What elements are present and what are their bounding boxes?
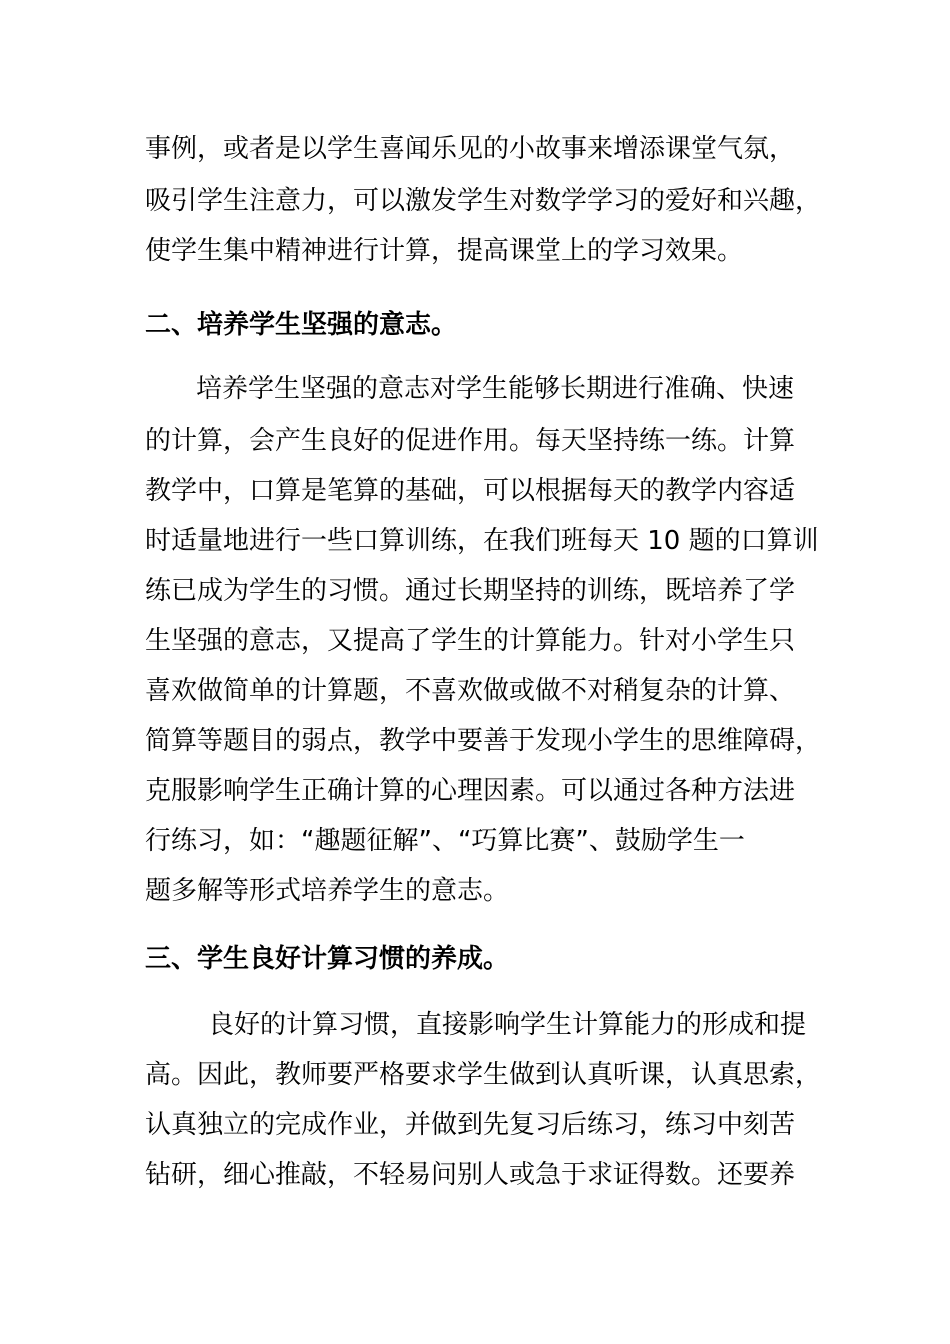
paragraph-2-line-3: 教学中，口算是笔算的基础，可以根据每天的教学内容适: [145, 476, 796, 506]
paragraph-3-line-2: 高。因此，教师要严格要求学生做到认真听课，认真思索，: [145, 1060, 822, 1090]
paragraph-2-line-6: 生坚强的意志，又提高了学生的计算能力。针对小学生只: [145, 626, 796, 656]
paragraph-1-line-3: 使学生集中精神进行计算，提高课堂上的学习效果。: [145, 236, 744, 266]
paragraph-3-line-1: 良好的计算习惯，直接影响学生计算能力的形成和提: [208, 1010, 807, 1040]
paragraph-2-line-2: 的计算，会产生良好的促进作用。每天坚持练一练。计算: [145, 426, 796, 456]
paragraph-1-line-2: 吸引学生注意力，可以激发学生对数学学习的爱好和兴趣，: [145, 186, 822, 216]
paragraph-2-line-8: 简算等题目的弱点，教学中要善于发现小学生的思维障碍，: [145, 726, 822, 756]
paragraph-2-line-5: 练已成为学生的习惯。通过长期坚持的训练，既培养了学: [145, 576, 796, 606]
paragraph-3-line-4: 钻研，细心推敲，不轻易问别人或急于求证得数。还要养: [145, 1160, 796, 1190]
paragraph-2-line-1: 培养学生坚强的意志对学生能够长期进行准确、快速: [196, 374, 795, 404]
paragraph-2-line-7: 喜欢做简单的计算题，不喜欢做或做不对稍复杂的计算、: [145, 676, 796, 706]
paragraph-2-line-11: 题多解等形式培养学生的意志。: [145, 876, 510, 906]
paragraph-2-line-10: 行练习，如：“趣题征解”、“巧算比赛”、鼓励学生一: [145, 826, 745, 856]
paragraph-1-line-1: 事例，或者是以学生喜闻乐见的小故事来增添课堂气氛，: [145, 134, 796, 164]
paragraph-2-line-4: 时适量地进行一些口算训练，在我们班每天 10 题的口算训: [145, 526, 819, 556]
section-heading-2: 二、培养学生坚强的意志。: [145, 310, 458, 340]
paragraph-2-line-9: 克服影响学生正确计算的心理因素。可以通过各种方法进: [145, 776, 796, 806]
section-heading-3: 三、学生良好计算习惯的养成。: [145, 944, 510, 974]
paragraph-3-line-3: 认真独立的完成作业，并做到先复习后练习，练习中刻苦: [145, 1110, 796, 1140]
